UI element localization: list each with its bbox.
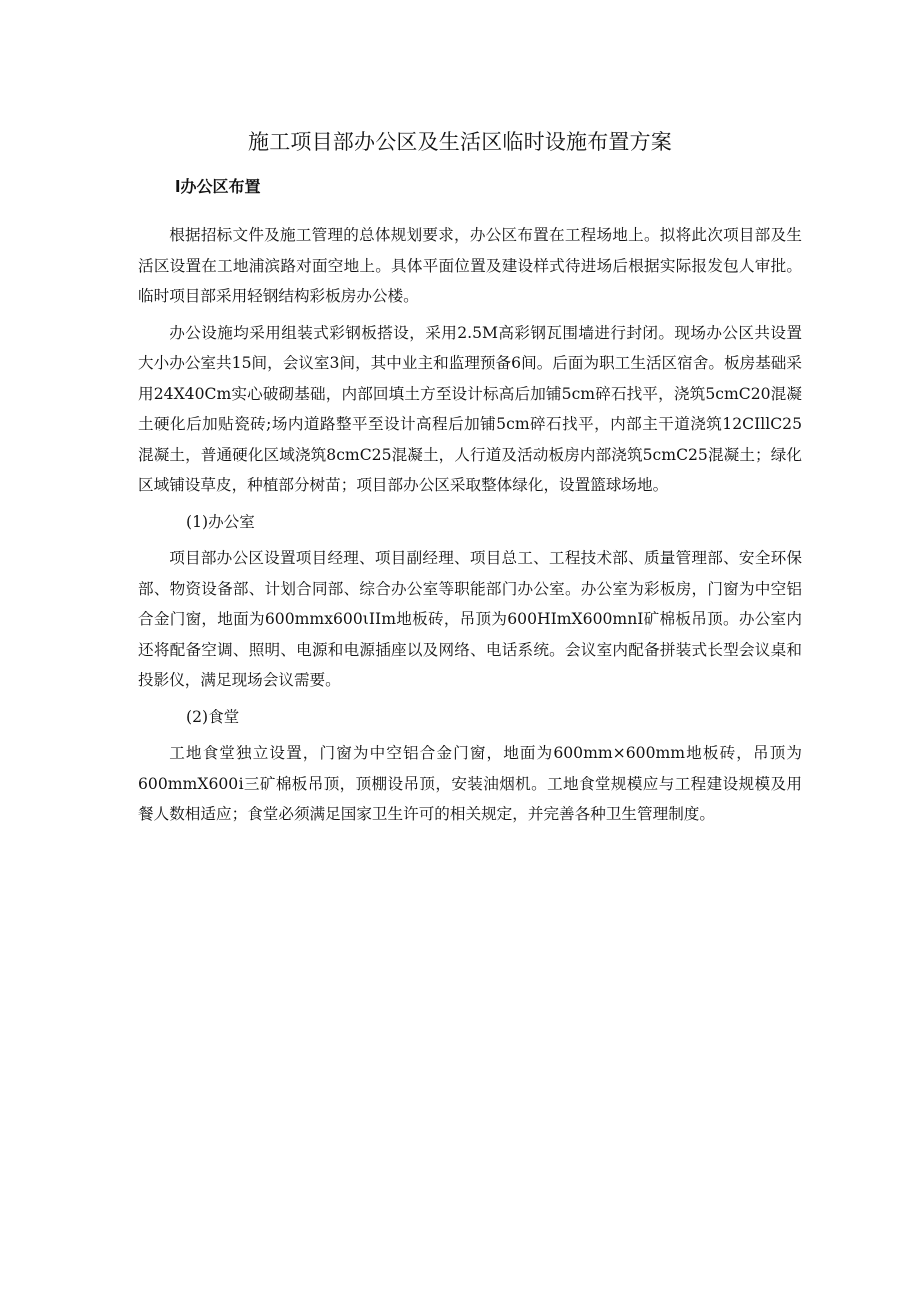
- paragraph-site-planning: 根据招标文件及施工管理的总体规划要求，办公区布置在工程场地上。拟将此次项目部及生活区设置在工地浦滨路对面空地上。具体平面位置及建设样式待进场后根据实际报发包人审批。临时项目部采用轻钢结构彩板房办公楼。: [138, 226, 802, 305]
- paragraph-canteen: 工地食堂独立设置，门窗为中空铝合金门窗，地面为600mm×600mm地板砖，吊顶为600mmX600ⅰ三矿棉板吊顶，顶棚设吊顶，安装油烟机。工地食堂规模应与工程建设规模及用餐人数相适应；食堂必须满足国家卫生许可的相关规定，并完善各种卫生管理制度。: [138, 744, 802, 823]
- document-body: [138, 220, 802, 836]
- paragraph-office-facilities: 办公设施均采用组装式彩钢板搭设，采用2.5M高彩钢瓦围墙进行封闭。现场办公区共设置大小办公室共15间，会议室3间，其中业主和监理预备6间。后面为职工生活区宿舍。板房基础采用24X40Cm实心破砌基础，内部回填土方至设计标高后加铺5cm碎石找平，浇筑5cmC20混凝土硬化后加贴瓷砖;场内道路整平至设计高程后加铺5cm碎石找平，内部主干道浇筑12CIllC25混凝土，普通硬化区域浇筑8cmC25混凝土，人行道及活动板房内部浇筑5cmC25混凝土；绿化区域铺设草皮，种植部分树苗；项目部办公区采取整体绿化，设置篮球场地。: [138, 323, 802, 494]
- subheading-office: (1)办公室: [186, 512, 255, 531]
- document-title: 施工项目部办公区及生活区临时设施布置方案: [248, 130, 672, 154]
- subheading-canteen: (2)食堂: [186, 707, 240, 726]
- section-heading-office-layout: l办公区布置: [175, 177, 261, 196]
- paragraph-office-room: 项目部办公区设置项目经理、项目副经理、项目总工、工程技术部、质量管理部、安全环保部、物资设备部、计划合同部、综合办公室等职能部门办公室。办公室为彩板房，门窗为中空铝合金门窗，地面为600mmx600ιIIm地板砖，吊顶为600HImX600mnI矿棉板吊顶。办公室内还将配备空调、照明、电源和电源插座以及网络、电话系统。会议室内配备拼装式长型会议桌和投影仪，满足现场会议需要。: [138, 549, 802, 689]
